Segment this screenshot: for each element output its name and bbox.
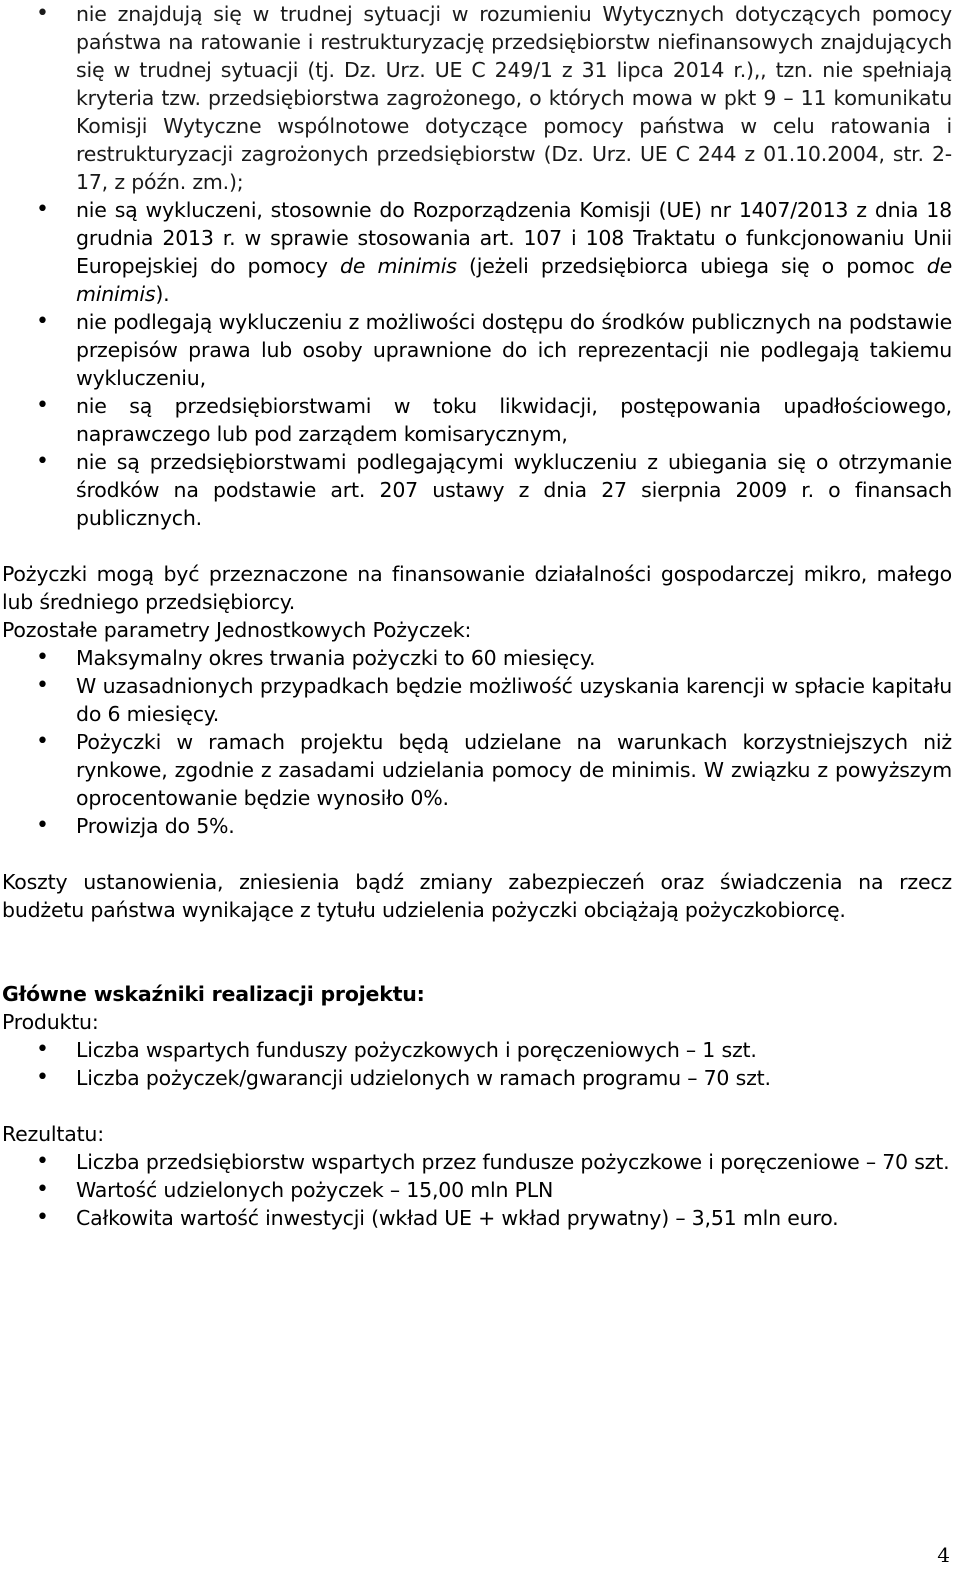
list-item: • Wartość udzielonych pożyczek – 15,00 mln PLN (0, 1176, 960, 1204)
list-item: • nie są przedsiębiorstwami w toku likwidacji, postępowania upadłościowego, naprawczego lub pod zarządem komisarycznym, (0, 392, 960, 448)
list-item: • nie są przedsiębiorstwami podlegającymi wykluczeniu z ubiegania się o otrzymanie środków na podstawie art. 207 ustawy z dnia 27 sierpnia 2009 r. o finansach publicznych. (0, 448, 960, 532)
list-item-text: ). (155, 282, 170, 306)
costs-paragraph: Koszty ustanowienia, zniesienia bądź zmiany zabezpieczeń oraz świadczenia na rzecz budżetu państwa wynikające z tytułu udzielenia pożyczki obciążają pożyczkobiorcę. (2, 870, 952, 922)
list-item-text: (jeżeli przedsiębiorca ubiega się o pomoc (456, 254, 927, 278)
list-item: • Liczba przedsiębiorstw wspartych przez fundusze pożyczkowe i poręczeniowe – 70 szt. (0, 1148, 960, 1176)
list-item: • nie podlegają wykluczeniu z możliwości dostępu do środków publicznych na podstawie przepisów prawa lub osoby uprawnione do ich reprezentacji nie podlegają takiemu wykluczeniu, (0, 308, 960, 392)
italic-term: de minimis (340, 254, 457, 278)
list-item (0, 196, 960, 308)
page-number: 4 (937, 1543, 950, 1567)
list-item: • Prowizja do 5%. (0, 812, 960, 840)
params-paragraph: Pozostałe parametry Jednostkowych Pożyczek: (2, 618, 472, 642)
params-list (0, 644, 960, 840)
result-list (0, 1148, 960, 1232)
list-item: • Maksymalny okres trwania pożyczki to 60 miesięcy. (0, 644, 960, 672)
list-item: • Całkowita wartość inwestycji (wkład UE + wkład prywatny) – 3,51 mln euro. (0, 1204, 960, 1232)
loans-paragraph: Pożyczki mogą być przeznaczone na finansowanie działalności gospodarczej mikro, małego lub średniego przedsiębiorcy. (2, 562, 952, 614)
list-item: • Pożyczki w ramach projektu będą udzielane na warunkach korzystniejszych niż rynkowe, zgodnie z zasadami udzielania pomocy de minimis. W związku z powyższym oprocentowanie będzie wynosiło 0%. (0, 728, 960, 812)
eligibility-list (0, 0, 960, 532)
product-list (0, 1036, 960, 1092)
list-item: • nie znajdują się w trudnej sytuacji w rozumieniu Wytycznych dotyczących pomocy państwa na ratowanie i restrukturyzację przedsiębiorstw niefinansowych znajdujących się w trudnej sytuacji (tj. Dz. Urz. UE C 249/1 z 31 lipca 2014 r.),, tzn. nie spełniają kryteria tzw. przedsiębiorstwa zagrożonego, o których mowa w pkt 9 – 11 komunikatu Komisji Wytyczne wspólnotowe dotyczące pomocy państwa w celu ratowania i restrukturyzacji zagrożonych przedsiębiorstw (Dz. Urz. UE C 244 z 01.10.2004, str. 2-17, z późn. zm.); (0, 0, 960, 196)
italic-term: de minimis (76, 254, 953, 306)
list-item-text: nie są wykluczeni, stosownie do Rozporządzenia Komisji (UE) nr 1407/2013 z dnia 18 grudnia 2013 r. w sprawie stosowania art. 107 i 108 Traktatu o funkcjonowaniu Unii Europejskiej do pomocy (76, 198, 952, 278)
list-item: • Liczba pożyczek/gwarancji udzielonych w ramach programu – 70 szt. (0, 1064, 960, 1092)
list-item: • Liczba wspartych funduszy pożyczkowych i poręczeniowych – 1 szt. (0, 1036, 960, 1064)
list-item: • W uzasadnionych przypadkach będzie możliwość uzyskania karencji w spłacie kapitału do 6 miesięcy. (0, 672, 960, 728)
product-label: Produktu: (2, 1010, 99, 1034)
indicators-heading: Główne wskaźniki realizacji projektu: (2, 982, 425, 1006)
result-label: Rezultatu: (2, 1122, 104, 1146)
